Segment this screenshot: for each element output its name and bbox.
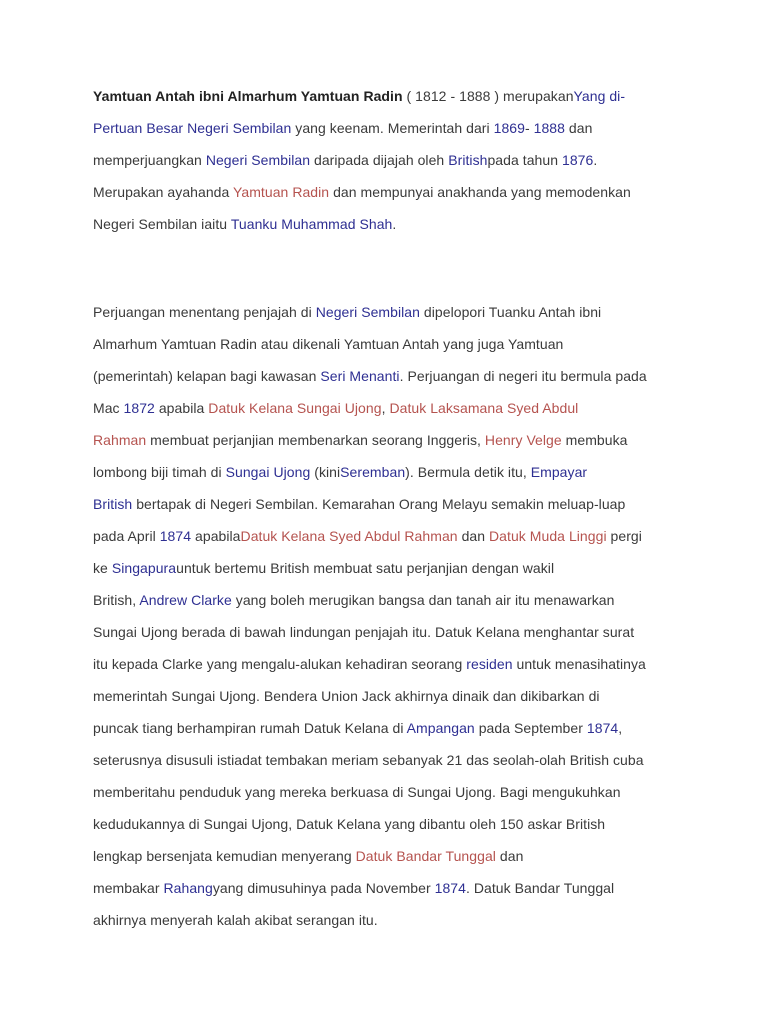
text-line [93, 116, 693, 148]
wiki-link[interactable]: Tuanku Muhammad Shah [230, 216, 393, 232]
wiki-link[interactable]: Negeri Sembilan [315, 304, 420, 320]
wiki-link[interactable]: 1876 [561, 152, 594, 168]
text-run: memberitahu penduduk yang mereka berkuasa di Sungai Ujong. Bagi mengukuhkan [93, 784, 621, 800]
wiki-link[interactable]: Datuk Laksamana Syed Abdul [389, 400, 579, 416]
wiki-link[interactable]: Datuk Muda Linggi [489, 528, 607, 544]
wiki-link[interactable]: 1888 [533, 120, 565, 136]
text-line [93, 364, 693, 396]
wiki-link[interactable]: Rahang [163, 880, 213, 896]
text-run: yang keenam. Memerintah dari [291, 120, 494, 136]
text-run: Mac [93, 400, 124, 416]
text-run: pada April [93, 528, 160, 544]
text-run: pada September [474, 720, 587, 736]
text-run: . [593, 152, 598, 168]
text-run: ke [93, 560, 112, 576]
wiki-link[interactable]: Henry Velge [484, 432, 562, 448]
text-run: membuat perjanjian membenarkan seorang Inggeris, [146, 432, 485, 448]
text-run: . Datuk Bandar Tunggal [465, 880, 615, 896]
text-run: puncak tiang berhampiran rumah Datuk Kelana di [93, 720, 407, 736]
wiki-link[interactable]: Negeri Sembilan [205, 152, 311, 168]
text-line [93, 396, 693, 428]
text-run: Perjuangan menentang penjajah di [93, 304, 316, 320]
text-line [93, 588, 693, 620]
wiki-link[interactable]: Yang di- [573, 88, 626, 104]
wiki-link[interactable]: Andrew Clarke [139, 592, 232, 608]
text-run: - [524, 120, 534, 136]
wiki-link[interactable]: Rahman [93, 432, 147, 448]
text-run: yang boleh merugikan bangsa dan tanah air itu menawarkan [231, 592, 615, 608]
text-run: . [392, 216, 397, 232]
wiki-link[interactable]: 1872 [123, 400, 155, 416]
wiki-link[interactable]: 1874 [159, 528, 192, 544]
text-run: memperjuangkan [93, 152, 206, 168]
text-line [93, 300, 693, 332]
wiki-link[interactable]: Empayar [530, 464, 588, 480]
text-run: bertapak di Negeri Sembilan. Kemarahan Orang Melayu semakin meluap-luap [132, 496, 626, 512]
text-line [93, 84, 693, 116]
text-line [93, 876, 693, 908]
text-line [93, 212, 693, 244]
text-line [93, 524, 693, 556]
wiki-link[interactable]: Datuk Kelana Syed Abdul Rahman [240, 528, 458, 544]
text-run: membakar [93, 880, 164, 896]
text-line [93, 148, 693, 180]
text-line [93, 556, 693, 588]
text-run: British, [93, 592, 140, 608]
text-line [93, 180, 693, 212]
text-run: Negeri Sembilan iaitu [93, 216, 231, 232]
wiki-link[interactable]: 1874 [434, 880, 466, 896]
text-run: . Perjuangan di negeri itu bermula pada [399, 368, 647, 384]
wiki-link[interactable]: Seremban [340, 464, 406, 480]
text-line [93, 460, 693, 492]
text-run: lengkap bersenjata kemudian menyerang [93, 848, 356, 864]
text-line [93, 908, 693, 940]
text-run: lombong biji timah di [93, 464, 226, 480]
text-run: Almarhum Yamtuan Radin atau dikenali Yamtuan Antah yang juga Yamtuan [93, 336, 564, 352]
paragraph-struggle [93, 300, 693, 940]
text-line [93, 620, 693, 652]
wiki-link[interactable]: Yamtuan Radin [233, 184, 330, 200]
wiki-link[interactable]: Ampangan [406, 720, 475, 736]
text-run: untuk menasihatinya [512, 656, 646, 672]
wiki-link[interactable]: Seri Menanti [320, 368, 400, 384]
text-line [93, 716, 693, 748]
text-run: dan [564, 120, 593, 136]
wiki-link[interactable]: 1874 [586, 720, 619, 736]
text-run: akhirnya menyerah kalah akibat serangan itu. [93, 912, 378, 928]
wiki-link[interactable]: Datuk Kelana Sungai Ujong [208, 400, 382, 416]
text-run: Merupakan ayahanda [93, 184, 234, 200]
text-run: pada tahun [487, 152, 562, 168]
text-run: dan [495, 848, 524, 864]
text-run: seterusnya disusuli istiadat tembakan meriam sebanyak 21 das seolah-olah British cuba [93, 752, 644, 768]
text-line [93, 748, 693, 780]
text-run: dan mempunyai anakhanda yang memodenkan [329, 184, 631, 200]
wiki-link[interactable]: residen [466, 656, 513, 672]
text-line [93, 428, 693, 460]
text-line [93, 780, 693, 812]
text-run: membuka [561, 432, 628, 448]
text-run: (kini [310, 464, 341, 480]
text-line [93, 684, 693, 716]
text-run: Sungai Ujong berada di bawah lindungan penjajah itu. Datuk Kelana menghantar surat [93, 624, 635, 640]
text-run: apabila [191, 528, 241, 544]
paragraph-intro [93, 84, 693, 244]
wiki-link[interactable]: Sungai Ujong [225, 464, 311, 480]
text-run: untuk bertemu British membuat satu perjanjian dengan wakil [176, 560, 555, 576]
text-run: (pemerintah) kelapan bagi kawasan [93, 368, 321, 384]
wiki-link[interactable]: British [93, 496, 133, 512]
text-line [93, 492, 693, 524]
text-run: apabila [154, 400, 209, 416]
text-run: itu kepada Clarke yang mengalu-alukan kehadiran seorang [93, 656, 467, 672]
text-run: , [618, 720, 623, 736]
text-run: yang dimusuhinya pada November [212, 880, 435, 896]
text-run: daripada dijajah oleh [310, 152, 449, 168]
text-run: pergi [606, 528, 642, 544]
text-run: ). Bermula detik itu, [405, 464, 531, 480]
wiki-link[interactable]: Datuk Bandar Tunggal [355, 848, 496, 864]
text-line [93, 332, 693, 364]
wiki-link[interactable]: Pertuan Besar Negeri Sembilan [93, 120, 292, 136]
text-run: dan [457, 528, 490, 544]
text-run: , [381, 400, 390, 416]
text-run: memerintah Sungai Ujong. Bendera Union Jack akhirnya dinaik dan dikibarkan di [93, 688, 600, 704]
wiki-link[interactable]: British [448, 152, 488, 168]
wiki-link[interactable]: Singapura [111, 560, 177, 576]
text-run: kedudukannya di Sungai Ujong, Datuk Kelana yang dibantu oleh 150 askar British [93, 816, 606, 832]
bold-text: Yamtuan Antah ibni Almarhum Yamtuan Radin [93, 88, 403, 104]
text-line [93, 844, 693, 876]
text-line [93, 812, 693, 844]
wiki-link[interactable]: 1869 [493, 120, 525, 136]
text-line [93, 652, 693, 684]
text-run: ( 1812 - 1888 ) merupakan [402, 88, 574, 104]
text-run: dipelopori Tuanku Antah ibni [419, 304, 602, 320]
